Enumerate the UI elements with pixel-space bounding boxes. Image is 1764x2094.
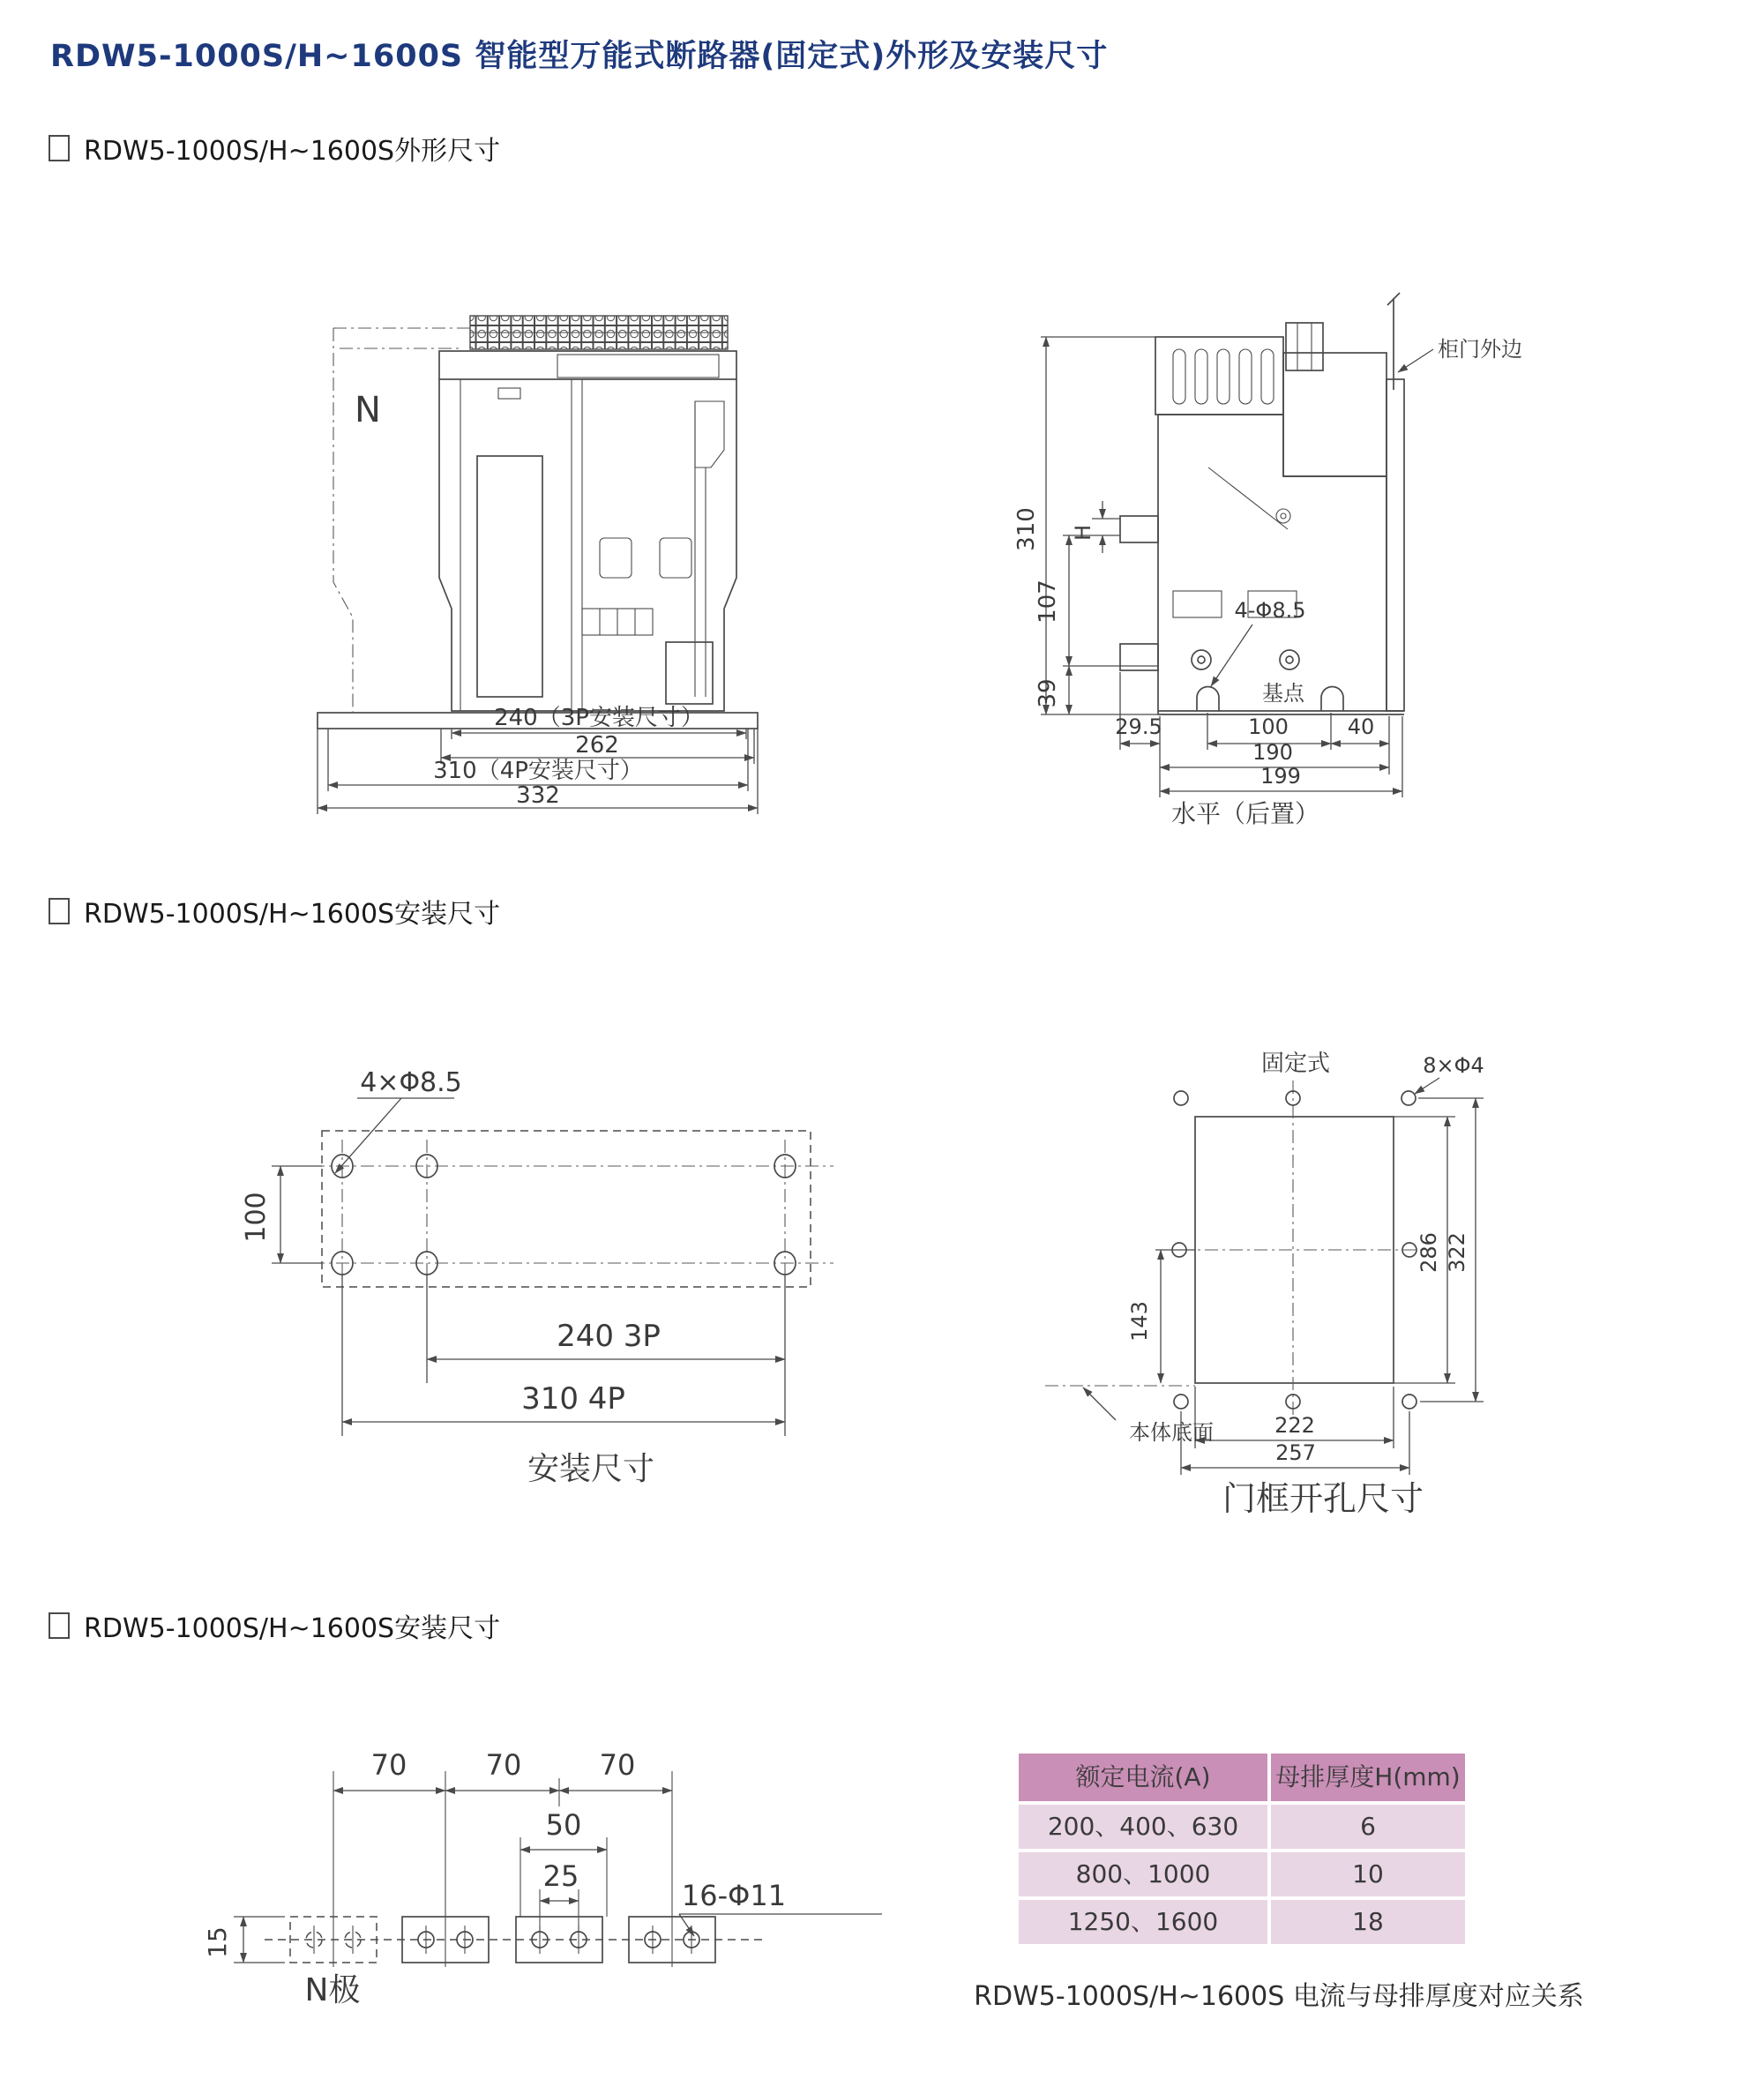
mounting-dim-310: 310 4P bbox=[521, 1381, 625, 1417]
mounting-caption: 安装尺寸 bbox=[527, 1451, 655, 1487]
section-checkbox-icon bbox=[49, 1612, 70, 1639]
front-body-outline bbox=[318, 351, 758, 729]
mounting-dim-100: 100 bbox=[241, 1192, 272, 1243]
side-dim-310: 310 bbox=[1013, 507, 1040, 551]
busbar-dim-15-label: 15 bbox=[203, 1926, 232, 1958]
table-cell-thickness: 6 bbox=[1271, 1805, 1465, 1849]
busbar-dim-15 bbox=[203, 1917, 285, 1963]
busbar-holes-label: 16-Φ11 bbox=[681, 1879, 787, 1912]
door-dim-222: 222 bbox=[1274, 1413, 1315, 1438]
table-header-current: 额定电流(A) bbox=[1019, 1754, 1267, 1801]
section-outline-header bbox=[49, 129, 500, 168]
busbar-dim-70c: 70 bbox=[599, 1748, 636, 1782]
front-view-drawing bbox=[300, 309, 776, 829]
side-body-outline bbox=[1120, 323, 1404, 714]
table-cell-current: 1250、1600 bbox=[1019, 1900, 1267, 1944]
front-dim-240: 240（3P安装尺寸） bbox=[494, 705, 704, 731]
table-caption: RDW5-1000S/H~1600S 电流与母排厚度对应关系 bbox=[974, 1981, 1584, 2012]
side-dim-H: H bbox=[1071, 524, 1095, 542]
table-header-thickness: 母排厚度H(mm) bbox=[1271, 1754, 1465, 1801]
mounting-centerlines bbox=[287, 1140, 833, 1281]
door-dim-322: 322 bbox=[1445, 1232, 1469, 1273]
section-busbar-label: RDW5-1000S/H~1600S安装尺寸 bbox=[84, 1613, 501, 1644]
page-title: RDW5-1000S/H~1600S 智能型万能式断路器(固定式)外形及安装尺寸 bbox=[50, 39, 1109, 74]
table-header-row bbox=[1019, 1754, 1465, 1801]
door-fixed-label: 固定式 bbox=[1260, 1051, 1331, 1077]
side-dim-100: 100 bbox=[1248, 714, 1289, 739]
table-row bbox=[1019, 1900, 1465, 1944]
mounting-drawing bbox=[203, 1050, 873, 1491]
side-dim-39: 39 bbox=[1035, 678, 1061, 708]
busbar-dim-50-label: 50 bbox=[545, 1808, 582, 1842]
side-caption: 水平（后置） bbox=[1170, 799, 1320, 828]
front-dimensions bbox=[318, 705, 758, 814]
busbar-dim-70a: 70 bbox=[370, 1748, 407, 1782]
busbar-dim-70b: 70 bbox=[485, 1748, 522, 1782]
busbar-drawing bbox=[150, 1720, 944, 2090]
door-caption: 门框开孔尺寸 bbox=[1222, 1479, 1424, 1518]
door-dimensions bbox=[1127, 1098, 1484, 1475]
side-dim-190: 190 bbox=[1252, 740, 1293, 765]
side-hole-callout bbox=[1211, 598, 1306, 706]
side-dimensions bbox=[1013, 337, 1402, 828]
side-dim-40: 40 bbox=[1347, 714, 1375, 739]
table-cell-thickness: 10 bbox=[1271, 1852, 1465, 1896]
side-dim-107: 107 bbox=[1035, 580, 1061, 624]
side-view-drawing bbox=[997, 291, 1561, 838]
busbar-thickness-table bbox=[1019, 1754, 1465, 1948]
front-n-label: N bbox=[355, 390, 381, 430]
side-dim-29-5: 29.5 bbox=[1115, 714, 1162, 739]
busbar-dim-70 bbox=[333, 1748, 672, 1791]
terminal-strip bbox=[470, 316, 728, 349]
busbar-dim-25 bbox=[540, 1859, 579, 1932]
door-hole-callout bbox=[1415, 1053, 1484, 1094]
table-cell-current: 200、400、630 bbox=[1019, 1805, 1267, 1849]
mounting-dim-240: 240 3P bbox=[557, 1319, 661, 1354]
front-n-pole-outline bbox=[333, 328, 470, 713]
door-dim-286: 286 bbox=[1416, 1232, 1441, 1273]
table-row bbox=[1019, 1852, 1465, 1896]
table-row bbox=[1019, 1805, 1465, 1849]
busbar-caption: N极 bbox=[304, 1972, 361, 2008]
side-door-edge-callout bbox=[1387, 293, 1522, 390]
mounting-holes bbox=[332, 1155, 796, 1275]
section-checkbox-icon bbox=[49, 898, 70, 924]
door-dim-257: 257 bbox=[1275, 1440, 1316, 1465]
door-cutout-drawing bbox=[1032, 1041, 1526, 1535]
section-checkbox-icon bbox=[49, 135, 70, 161]
door-centerlines bbox=[1155, 1081, 1431, 1418]
busbar-pitch-lines bbox=[333, 1771, 672, 1967]
side-base-point-label: 基点 bbox=[1262, 681, 1304, 706]
busbar-hole-callout bbox=[679, 1879, 882, 1936]
side-dim-199: 199 bbox=[1260, 764, 1301, 789]
mounting-holes-label: 4×Φ8.5 bbox=[360, 1067, 462, 1098]
front-dim-332: 332 bbox=[516, 782, 560, 809]
side-door-edge-label: 柜门外边 bbox=[1438, 337, 1522, 362]
door-dim-143: 143 bbox=[1127, 1301, 1152, 1342]
front-dim-310: 310（4P安装尺寸） bbox=[433, 758, 643, 784]
door-bottom-callout bbox=[1045, 1386, 1214, 1445]
section-outline-label: RDW5-1000S/H~1600S外形尺寸 bbox=[84, 136, 501, 167]
door-bottom-label: 本体底面 bbox=[1129, 1420, 1214, 1445]
busbar-dim-25-label: 25 bbox=[542, 1859, 579, 1893]
table-cell-thickness: 18 bbox=[1271, 1900, 1465, 1944]
door-holes-label: 8×Φ4 bbox=[1423, 1053, 1484, 1078]
section-mounting-header bbox=[49, 892, 500, 931]
side-holes-label: 4-Φ8.5 bbox=[1234, 598, 1306, 623]
front-dim-262: 262 bbox=[575, 732, 619, 759]
section-busbar-header bbox=[49, 1606, 500, 1645]
mounting-hole-callout bbox=[335, 1067, 462, 1173]
section-mounting-label: RDW5-1000S/H~1600S安装尺寸 bbox=[84, 899, 501, 930]
table-cell-current: 800、1000 bbox=[1019, 1852, 1267, 1896]
